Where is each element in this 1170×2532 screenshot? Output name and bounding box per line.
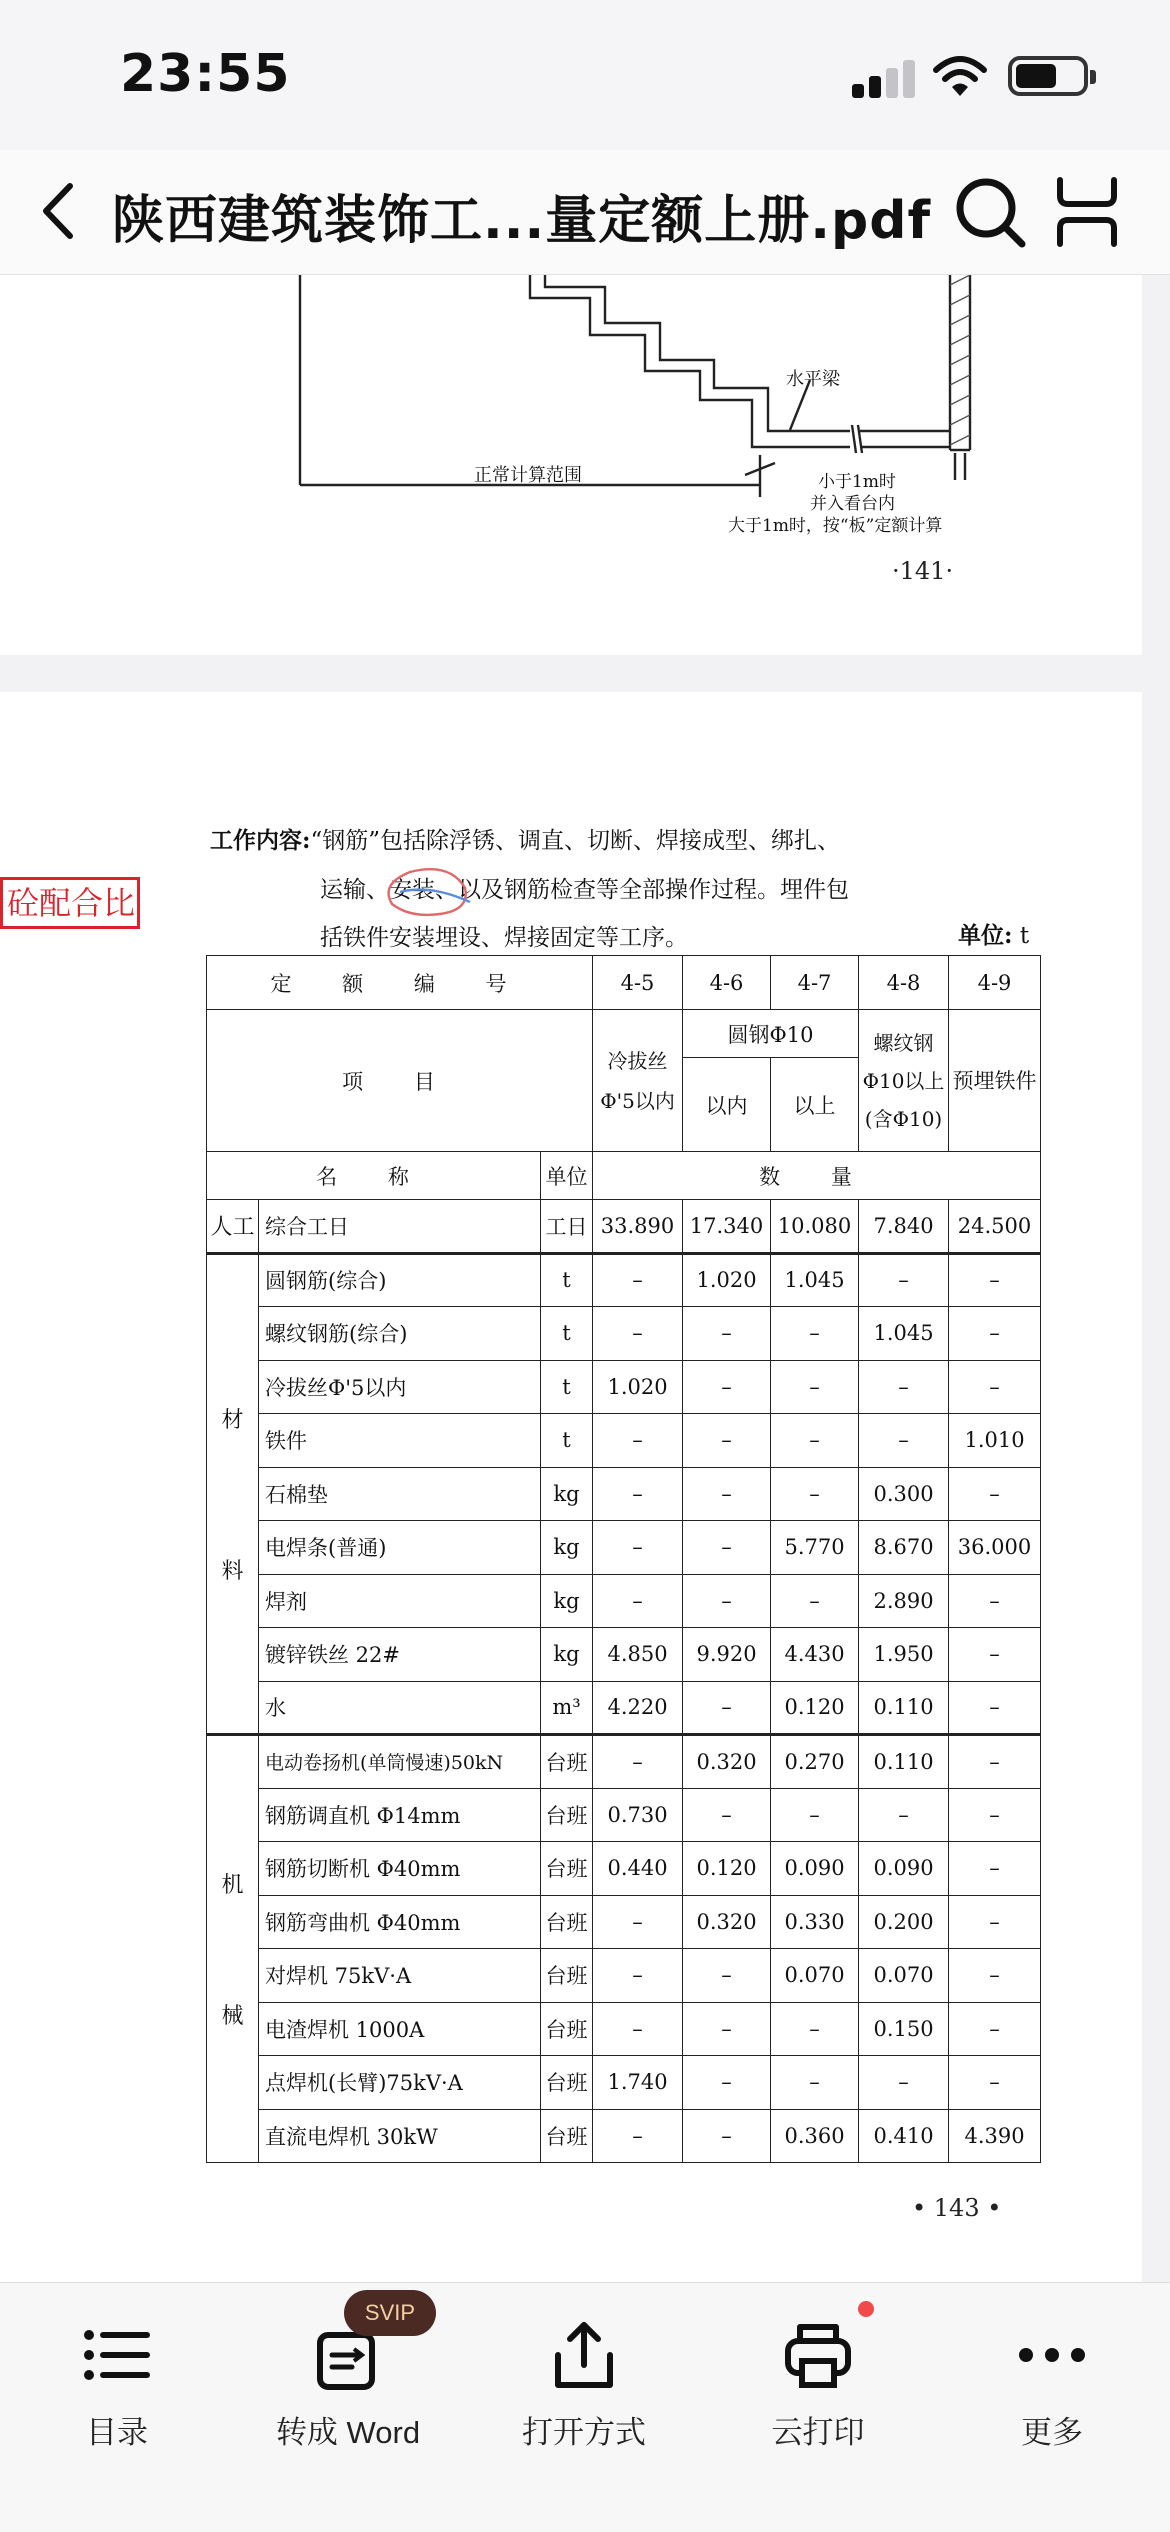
- back-arrow-icon[interactable]: [30, 176, 90, 246]
- row-unit: 台班: [541, 2002, 593, 2056]
- row-value: 4.850: [593, 1628, 683, 1682]
- row-value: –: [771, 1574, 859, 1628]
- row-value: –: [683, 1414, 771, 1468]
- status-time: 23:55: [120, 44, 291, 104]
- header-item-label: 项 目: [207, 1010, 593, 1152]
- table-row: [207, 1360, 1041, 1414]
- row-value: –: [771, 2056, 859, 2110]
- row-value: 0.110: [859, 1735, 949, 1789]
- note-line-1: 小于1m时: [818, 472, 896, 492]
- toolbar-label: 转成 Word: [275, 2415, 421, 2450]
- table-row: [207, 1681, 1041, 1735]
- row-value: –: [593, 2002, 683, 2056]
- row-unit: kg: [541, 1467, 593, 1521]
- row-unit: m³: [541, 1681, 593, 1735]
- nav-bar: [0, 150, 1170, 275]
- unit-value: t: [1019, 923, 1030, 949]
- share-icon: [544, 2315, 624, 2395]
- row-name: 冷拔丝Φ'5以内: [259, 1360, 541, 1414]
- table-row: [207, 1574, 1041, 1628]
- table-body: [207, 1200, 1041, 2163]
- note-line-3: 大于1m时，按“板”定额计算: [728, 516, 943, 536]
- row-value: 0.360: [771, 2109, 859, 2163]
- row-name: 钢筋切断机 Φ40mm: [259, 1842, 541, 1896]
- header-col-5: 预埋铁件: [949, 1010, 1041, 1152]
- row-value: –: [593, 1949, 683, 2003]
- printer-icon: [778, 2315, 858, 2395]
- row-value: –: [771, 1788, 859, 1842]
- row-value: 1.020: [593, 1360, 683, 1414]
- row-value: –: [859, 1414, 949, 1468]
- row-value: 1.045: [859, 1307, 949, 1361]
- table-row: [207, 1414, 1041, 1468]
- row-name: 点焊机(长臂)75kV·A: [259, 2056, 541, 2110]
- row-unit: t: [541, 1307, 593, 1361]
- row-value: 0.730: [593, 1788, 683, 1842]
- row-value: –: [949, 1842, 1041, 1896]
- row-value: 0.090: [859, 1842, 949, 1896]
- row-value: 0.320: [683, 1895, 771, 1949]
- table-row: [207, 1307, 1041, 1361]
- table-row: [207, 1253, 1041, 1307]
- row-unit: 工日: [541, 1200, 593, 1254]
- row-name: 水: [259, 1681, 541, 1735]
- row-name: 铁件: [259, 1414, 541, 1468]
- header-name-label: 名 称: [207, 1152, 541, 1200]
- work-content-line-1: [210, 822, 840, 855]
- wifi-icon: [932, 54, 988, 98]
- row-value: –: [859, 1360, 949, 1414]
- page-number-143: • 143 •: [912, 2194, 1002, 2222]
- row-value: 0.110: [859, 1681, 949, 1735]
- more-icon: [1012, 2315, 1092, 2395]
- document-title: 陕西建筑装饰工...量定额上册.pdf: [112, 191, 932, 251]
- row-name: 电焊条(普通): [259, 1521, 541, 1575]
- row-value: 33.890: [593, 1200, 683, 1254]
- row-value: 0.320: [683, 1735, 771, 1789]
- row-value: 1.740: [593, 2056, 683, 2110]
- table-row: [207, 1521, 1041, 1575]
- row-value: 0.300: [859, 1467, 949, 1521]
- row-value: –: [949, 1735, 1041, 1789]
- row-name: 直流电焊机 30kW: [259, 2109, 541, 2163]
- row-value: –: [949, 1895, 1041, 1949]
- row-value: –: [949, 2002, 1041, 2056]
- row-value: –: [683, 2056, 771, 2110]
- row-value: 4.390: [949, 2109, 1041, 2163]
- label-water-beam: 水平梁: [786, 369, 840, 390]
- row-value: 10.080: [771, 1200, 859, 1254]
- row-name: 综合工日: [259, 1200, 541, 1254]
- quota-table: [206, 955, 1041, 2163]
- toolbar-label: 更多: [1021, 2415, 1083, 2450]
- category-cell: 人工: [207, 1200, 259, 1254]
- toolbar-contents-button[interactable]: [17, 2305, 217, 2485]
- row-value: –: [683, 1681, 771, 1735]
- row-value: –: [683, 1788, 771, 1842]
- row-value: –: [593, 1414, 683, 1468]
- svip-badge: SVIP: [344, 2290, 436, 2336]
- table-row: [207, 1842, 1041, 1896]
- notification-dot: [858, 2301, 874, 2317]
- header-col-1: 冷拔丝Φ'5以内: [593, 1010, 683, 1152]
- row-value: 0.270: [771, 1735, 859, 1789]
- row-name: 电动卷扬机(单筒慢速)50kN: [259, 1735, 541, 1789]
- row-value: –: [949, 1574, 1041, 1628]
- row-value: –: [683, 1467, 771, 1521]
- header-col-group-round-steel: 圆钢Φ10: [683, 1010, 859, 1058]
- toolbar-open-with-button[interactable]: [484, 2305, 684, 2485]
- row-value: –: [593, 1735, 683, 1789]
- table-header-item-row: [207, 1010, 1041, 1058]
- table-row: [207, 2109, 1041, 2163]
- work-content-line-3: 括铁件安装埋设、焊接固定等工序。: [320, 925, 688, 951]
- header-code: 4-8: [859, 956, 949, 1010]
- toolbar-label: 目录: [86, 2415, 148, 2450]
- row-value: 0.200: [859, 1895, 949, 1949]
- row-name: 钢筋弯曲机 Φ40mm: [259, 1895, 541, 1949]
- list-icon: [77, 2315, 157, 2395]
- row-value: –: [771, 1360, 859, 1414]
- row-value: –: [593, 1467, 683, 1521]
- table-row: [207, 1949, 1041, 2003]
- table-row: [207, 1200, 1041, 1254]
- row-unit: kg: [541, 1521, 593, 1575]
- row-unit: 台班: [541, 2109, 593, 2163]
- row-name: 钢筋调直机 Φ14mm: [259, 1788, 541, 1842]
- row-value: 8.670: [859, 1521, 949, 1575]
- table-row: [207, 2056, 1041, 2110]
- table-header-code-row: [207, 956, 1041, 1010]
- row-value: 0.440: [593, 1842, 683, 1896]
- table-header-name-row: [207, 1152, 1041, 1200]
- row-name: 螺纹钢筋(综合): [259, 1307, 541, 1361]
- row-value: 1.010: [949, 1414, 1041, 1468]
- row-value: 1.020: [683, 1253, 771, 1307]
- table-row: [207, 1895, 1041, 1949]
- row-value: 9.920: [683, 1628, 771, 1682]
- row-value: –: [949, 1467, 1041, 1521]
- work-content-heading: 工作内容:: [210, 827, 311, 854]
- row-name: 镀锌铁丝 22#: [259, 1628, 541, 1682]
- header-unit-label: 单位: [541, 1152, 593, 1200]
- header-code: 4-6: [683, 956, 771, 1010]
- cellular-signal-icon: [852, 60, 916, 98]
- toolbar-label: 云打印: [771, 2415, 865, 2450]
- category-cell: 材 料: [207, 1253, 259, 1735]
- row-value: –: [949, 1360, 1041, 1414]
- header-col-3: 以上: [771, 1058, 859, 1152]
- row-value: 0.330: [771, 1895, 859, 1949]
- row-value: –: [949, 2056, 1041, 2110]
- header-col-2: 以内: [683, 1058, 771, 1152]
- row-unit: 台班: [541, 1788, 593, 1842]
- header-qty-label: 数 量: [593, 1152, 1041, 1200]
- row-value: –: [771, 1307, 859, 1361]
- row-value: –: [949, 1628, 1041, 1682]
- table-row: [207, 1467, 1041, 1521]
- row-name: 对焊机 75kV·A: [259, 1949, 541, 2003]
- row-name: 电渣焊机 1000A: [259, 2002, 541, 2056]
- row-value: 2.890: [859, 1574, 949, 1628]
- row-value: –: [683, 1360, 771, 1414]
- row-value: –: [949, 1681, 1041, 1735]
- row-value: –: [593, 1895, 683, 1949]
- header-code: 4-9: [949, 956, 1041, 1010]
- row-value: –: [771, 1467, 859, 1521]
- header-code-label: 定 额 编 号: [207, 956, 593, 1010]
- row-value: –: [593, 1253, 683, 1307]
- row-value: –: [593, 1521, 683, 1575]
- table-row: [207, 1788, 1041, 1842]
- row-value: –: [771, 1414, 859, 1468]
- row-value: 4.430: [771, 1628, 859, 1682]
- row-value: –: [683, 2002, 771, 2056]
- row-value: –: [859, 1253, 949, 1307]
- note-line-2: 并入看台内: [810, 494, 895, 514]
- row-name: 圆钢筋(综合): [259, 1253, 541, 1307]
- side-tag[interactable]: 砼配合比: [0, 877, 140, 929]
- unit-label: 单位: t: [958, 922, 1030, 949]
- row-value: –: [683, 1574, 771, 1628]
- row-value: 5.770: [771, 1521, 859, 1575]
- row-value: –: [683, 1521, 771, 1575]
- table-row: [207, 1735, 1041, 1789]
- page-number-141: ·141·: [892, 557, 954, 585]
- row-value: –: [949, 1253, 1041, 1307]
- label-normal-range: 正常计算范围: [474, 465, 582, 486]
- row-value: 7.840: [859, 1200, 949, 1254]
- row-value: –: [859, 1788, 949, 1842]
- search-icon[interactable]: [950, 172, 1030, 252]
- row-unit: 台班: [541, 1895, 593, 1949]
- row-value: 0.070: [771, 1949, 859, 2003]
- toolbar-label: 打开方式: [522, 2415, 646, 2450]
- row-value: –: [593, 1307, 683, 1361]
- row-unit: 台班: [541, 1949, 593, 2003]
- row-unit: 台班: [541, 1842, 593, 1896]
- battery-icon: [1008, 56, 1088, 96]
- row-unit: 台班: [541, 2056, 593, 2110]
- row-value: 1.045: [771, 1253, 859, 1307]
- table-row: [207, 2002, 1041, 2056]
- row-value: 0.120: [683, 1842, 771, 1896]
- row-value: 17.340: [683, 1200, 771, 1254]
- status-bar: [0, 0, 1170, 150]
- row-value: –: [859, 2056, 949, 2110]
- row-value: 0.150: [859, 2002, 949, 2056]
- row-value: –: [683, 1307, 771, 1361]
- row-value: 0.410: [859, 2109, 949, 2163]
- row-value: 0.090: [771, 1842, 859, 1896]
- row-name: 石棉垫: [259, 1467, 541, 1521]
- toolbar-more-button[interactable]: [952, 2305, 1152, 2485]
- row-unit: kg: [541, 1574, 593, 1628]
- row-value: –: [949, 1788, 1041, 1842]
- header-col-4: 螺纹钢Φ10以上(含Φ10): [859, 1010, 949, 1152]
- row-value: 24.500: [949, 1200, 1041, 1254]
- row-unit: kg: [541, 1628, 593, 1682]
- row-value: 36.000: [949, 1521, 1041, 1575]
- row-value: –: [949, 1949, 1041, 2003]
- row-value: 0.120: [771, 1681, 859, 1735]
- row-value: 4.220: [593, 1681, 683, 1735]
- toolbar-cloud-print-button[interactable]: [718, 2305, 918, 2485]
- pen-annotation: [370, 862, 490, 922]
- row-value: –: [949, 1307, 1041, 1361]
- row-value: –: [771, 2002, 859, 2056]
- row-value: –: [593, 2109, 683, 2163]
- row-unit: t: [541, 1360, 593, 1414]
- header-code: 4-7: [771, 956, 859, 1010]
- work-content-line-2: 运输、安装、以及钢筋检查等全部操作过程。埋件包: [320, 877, 849, 903]
- expand-icon[interactable]: [1052, 174, 1122, 250]
- row-unit: t: [541, 1253, 593, 1307]
- row-value: 1.950: [859, 1628, 949, 1682]
- row-name: 焊剂: [259, 1574, 541, 1628]
- bottom-toolbar: [0, 2282, 1170, 2532]
- work-content-text-1: “钢筋”包括除浮锈、调直、切断、焊接成型、绑扎、: [310, 828, 841, 854]
- row-value: –: [683, 2109, 771, 2163]
- row-value: 0.070: [859, 1949, 949, 2003]
- row-unit: t: [541, 1414, 593, 1468]
- pdf-page-141: [0, 275, 1142, 655]
- table-row: [207, 1628, 1041, 1682]
- category-cell: 机 械: [207, 1735, 259, 2163]
- header-code: 4-5: [593, 956, 683, 1010]
- row-value: –: [683, 1949, 771, 2003]
- row-unit: 台班: [541, 1735, 593, 1789]
- row-value: –: [593, 1574, 683, 1628]
